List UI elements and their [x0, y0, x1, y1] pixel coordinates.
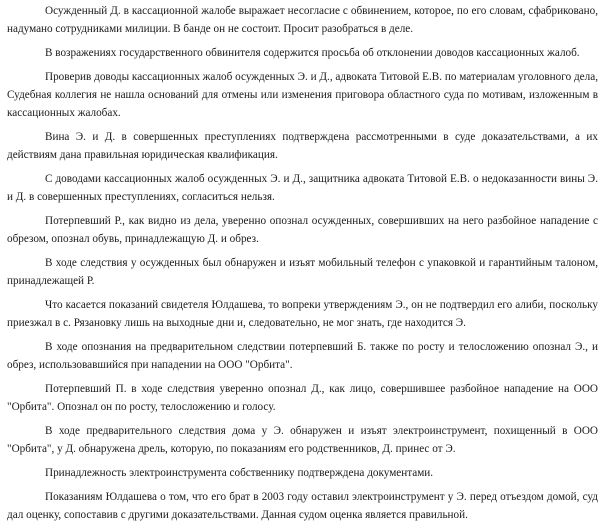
paragraph-1: Осужденный Д. в кассационной жалобе выражает несогласие с обвинением, которое, по его словам, сфабриковано, надумано сотрудниками милиции. В банде он не состоит. Просит разобраться в деле. — [7, 5, 598, 35]
paragraph-7: В ходе следствия у осужденных был обнаружен и изъят мобильный телефон с упаковкой и гарантийным талоном, принадлежащей Р. — [7, 257, 598, 287]
paragraph-9: В ходе опознания на предварительном следствии потерпевший Б. также по росту и телосложению опознал Э., и обрез, использовавшийся при нападении на ООО "Орбита". — [7, 341, 598, 371]
paragraph-10: Потерпевший П. в ходе следствия уверенно опознал Д., как лицо, совершившее разбойное нападение на ООО "Орбита". Опознал он по росту, телосложению и голосу. — [7, 383, 598, 413]
paragraph-12: Принадлежность электроинструмента собственнику подтверждена документами. — [45, 467, 434, 479]
paragraph-6: Потерпевший Р., как видно из дела, уверенно опознал осужденных, совершивших на него разбойное нападение с обрезом, опознал обувь, принадлежащую Д. и обрез. — [7, 215, 598, 245]
paragraph-2: В возражениях государственного обвинителя содержится просьба об отклонении доводов кассационных жалоб. — [45, 47, 580, 59]
paragraph-3: Проверив доводы кассационных жалоб осужденных Э. и Д., адвоката Титовой Е.В. по материалам уголовного дела, Судебная коллегия не нашла оснований для отмены или изменения приговора областного суда по мотивам, изложенным в кассационных жалобах. — [7, 71, 598, 119]
paragraph-4: Вина Э. и Д. в совершенных преступлениях подтверждена рассмотренными в суде доказательствами, а их действиям дана правильная юридическая квалификация. — [7, 131, 598, 161]
paragraph-13: Показаниям Юлдашева о том, что его брат в 2003 году оставил электроинструмент у Э. перед отъездом домой, суд дал оценку, сопоставив с другими доказательствами. Данная судом оценка является правильной. — [7, 491, 598, 521]
paragraph-8: Что касается показаний свидетеля Юлдашева, то вопреки утверждениям Э., он не подтвердил его алиби, поскольку приезжал в с. Рязановку лишь на выходные дни и, следовательно, не мог знать, где находится Э. — [7, 299, 598, 329]
paragraph-11: В ходе предварительного следствия дома у Э. обнаружен и изъят электроинструмент, похищенный в ООО "Орбита", у Д. обнаружена дрель, которую, по показаниям его родственников, Д. принес от Э. — [7, 425, 598, 455]
paragraph-5: С доводами кассационных жалоб осужденных Э. и Д., защитника адвоката Титовой Е.В. о недоказанности вины Э. и Д. в совершенных преступлениях, согласиться нельзя. — [7, 173, 598, 203]
